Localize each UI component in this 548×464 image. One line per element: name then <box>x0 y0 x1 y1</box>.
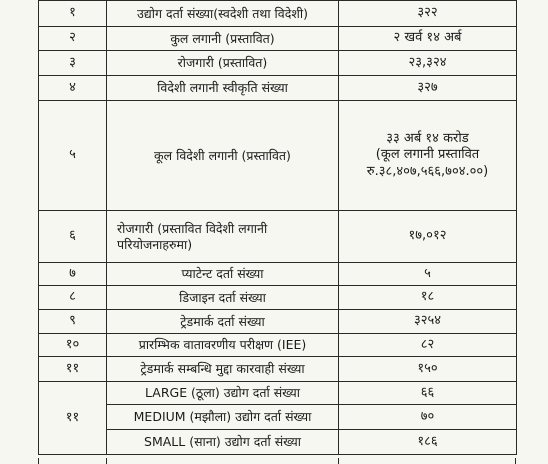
row-description: ट्रेडमार्क दर्ता संख्या <box>107 310 339 334</box>
table-row <box>39 430 517 455</box>
row-description-multiline <box>107 211 339 263</box>
table-row <box>39 76 517 101</box>
row-description: विदेशी लगानी स्वीकृति संख्या <box>107 76 339 101</box>
value-line: (कूल लगानी प्रस्तावित <box>375 147 480 163</box>
row-value: ५ <box>339 263 517 286</box>
row-description: ट्रेडमार्क सम्बन्धि मुद्दा कारवाही संख्या <box>107 357 339 382</box>
table-row <box>39 263 517 286</box>
row-description: MEDIUM (मझौला) उद्योग दर्ता संख्या <box>107 405 339 430</box>
row-value: २३,३२४ <box>339 51 517 76</box>
table-row <box>39 357 517 382</box>
row-number: ५ <box>39 101 107 211</box>
table-row <box>39 51 517 76</box>
row-value: ६६ <box>339 382 517 405</box>
description-line: परियोजनाहरुमा) <box>117 236 193 252</box>
row-number: ४ <box>39 76 107 101</box>
row-number: २ <box>39 27 107 51</box>
table-continuation <box>38 458 516 464</box>
table-row <box>39 101 517 211</box>
row-number: १ <box>39 1 107 27</box>
row-description: SMALL (साना) उद्योग दर्ता संख्या <box>107 430 339 455</box>
table-row <box>39 211 517 263</box>
row-description: कुल लगानी (प्रस्तावित) <box>107 27 339 51</box>
row-number: ११ <box>39 357 107 382</box>
description-line: रोजगारी (प्रस्तावित विदेशी लगानी <box>117 220 268 236</box>
row-description: कूल विदेशी लगानी (प्रस्तावित) <box>107 101 339 211</box>
row-description: LARGE (ठूला) उद्योग दर्ता संख्या <box>107 382 339 405</box>
row-value: ३२७ <box>339 76 517 101</box>
value-line: ३३ अर्ब १४ करोड <box>386 131 469 147</box>
row-value: ७० <box>339 405 517 430</box>
row-value: ८२ <box>339 334 517 357</box>
row-description: डिजाइन दर्ता संख्या <box>107 286 339 310</box>
table-row <box>39 334 517 357</box>
row-value: ३२२ <box>339 1 517 27</box>
row-value: १८ <box>339 286 517 310</box>
table-row <box>39 286 517 310</box>
statistics-table <box>38 0 517 455</box>
row-description: उद्योग दर्ता संख्या(स्वदेशी तथा विदेशी) <box>107 1 339 27</box>
table-row <box>39 310 517 334</box>
row-number: ३ <box>39 51 107 76</box>
row-value-multiline <box>339 101 517 211</box>
row-description: प्याटेन्ट दर्ता संख्या <box>107 263 339 286</box>
table-row <box>39 1 517 27</box>
column-divider <box>106 458 107 464</box>
row-number: ६ <box>39 211 107 263</box>
row-number: ८ <box>39 286 107 310</box>
row-value: १८६ <box>339 430 517 455</box>
row-value: १७,०१२ <box>339 211 517 263</box>
row-value: १५० <box>339 357 517 382</box>
row-number: ९ <box>39 310 107 334</box>
table-row <box>39 382 517 405</box>
value-line: रु.३८,४०७,५६६,७०४.००) <box>366 163 489 179</box>
table-row <box>39 27 517 51</box>
table-row <box>39 405 517 430</box>
column-divider <box>338 458 339 464</box>
row-value: २ खर्व १४ अर्ब <box>339 27 517 51</box>
row-value: ३२५४ <box>339 310 517 334</box>
row-number: १० <box>39 334 107 357</box>
row-description: प्रारम्भिक वातावरणीय परीक्षण (IEE) <box>107 334 339 357</box>
row-description: रोजगारी (प्रस्तावित) <box>107 51 339 76</box>
row-number: ११ <box>39 382 107 455</box>
row-number: ७ <box>39 263 107 286</box>
